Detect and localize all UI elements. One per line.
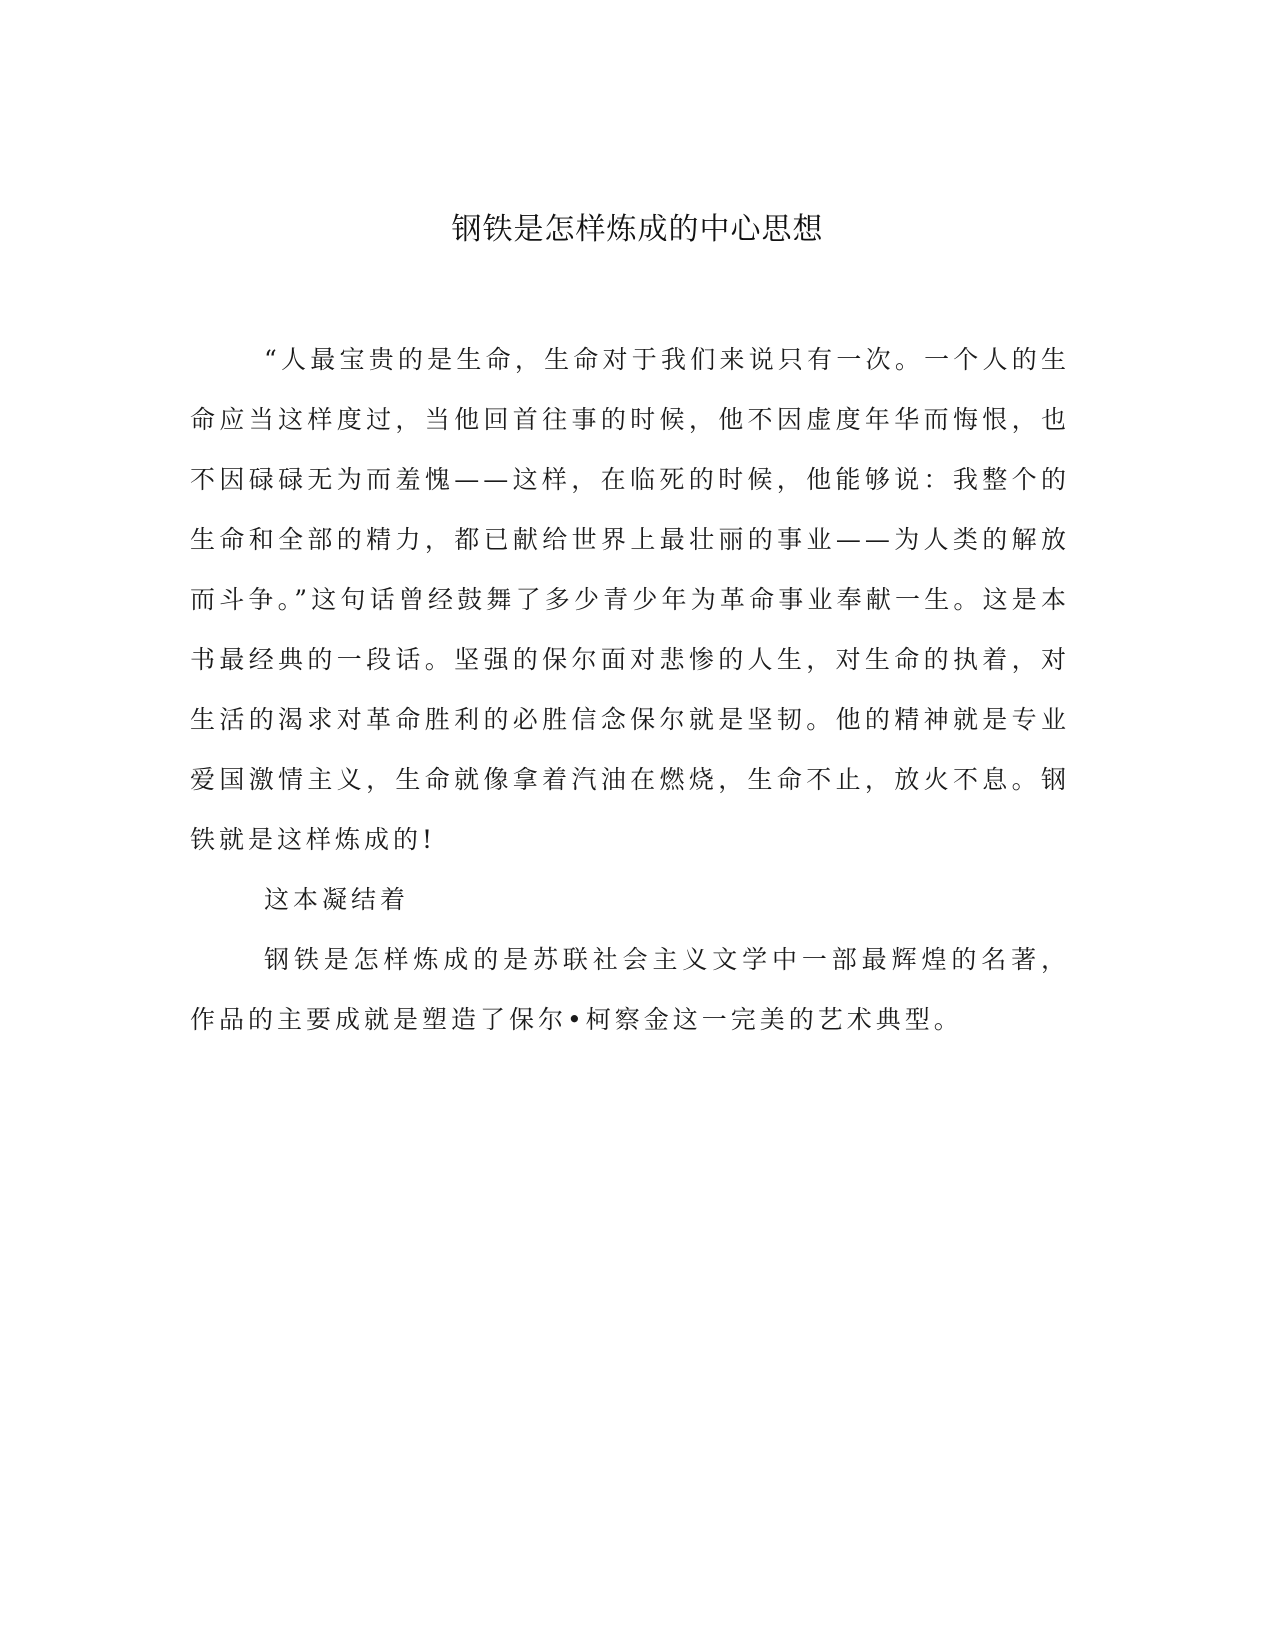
paragraph-short: 这本凝结着 xyxy=(264,885,410,914)
document-body xyxy=(190,330,1070,1050)
paragraph-quote: “人最宝贵的是生命，生命对于我们来说只有一次。一个人的生命应当这样度过，当他回首往事的时候，他不因虚度年华而悔恨，也不因碌碌无为而羞愧——这样，在临死的时候，他能够说：我整个的生命和全部的精力，都已献给世界上最壮丽的事业——为人类的解放而斗争。”这句话曾经鼓舞了多少青少年为革命事业奉献一生。这是本书最经典的一段话。坚强的保尔面对悲惨的人生，对生命的执着，对生活的渴求对革命胜利的必胜信念保尔就是坚韧。他的精神就是专业爱国激情主义，生命就像拿着汽油在燃烧，生命不止，放火不息。钢铁就是这样炼成的! xyxy=(190,345,1070,854)
document-title: 钢铁是怎样炼成的中心思想 xyxy=(451,212,824,247)
paragraph-summary: 钢铁是怎样炼成的是苏联社会主义文学中一部最辉煌的名著，作品的主要成就是塑造了保尔•柯察金这一完美的艺术典型。 xyxy=(190,945,1070,1034)
